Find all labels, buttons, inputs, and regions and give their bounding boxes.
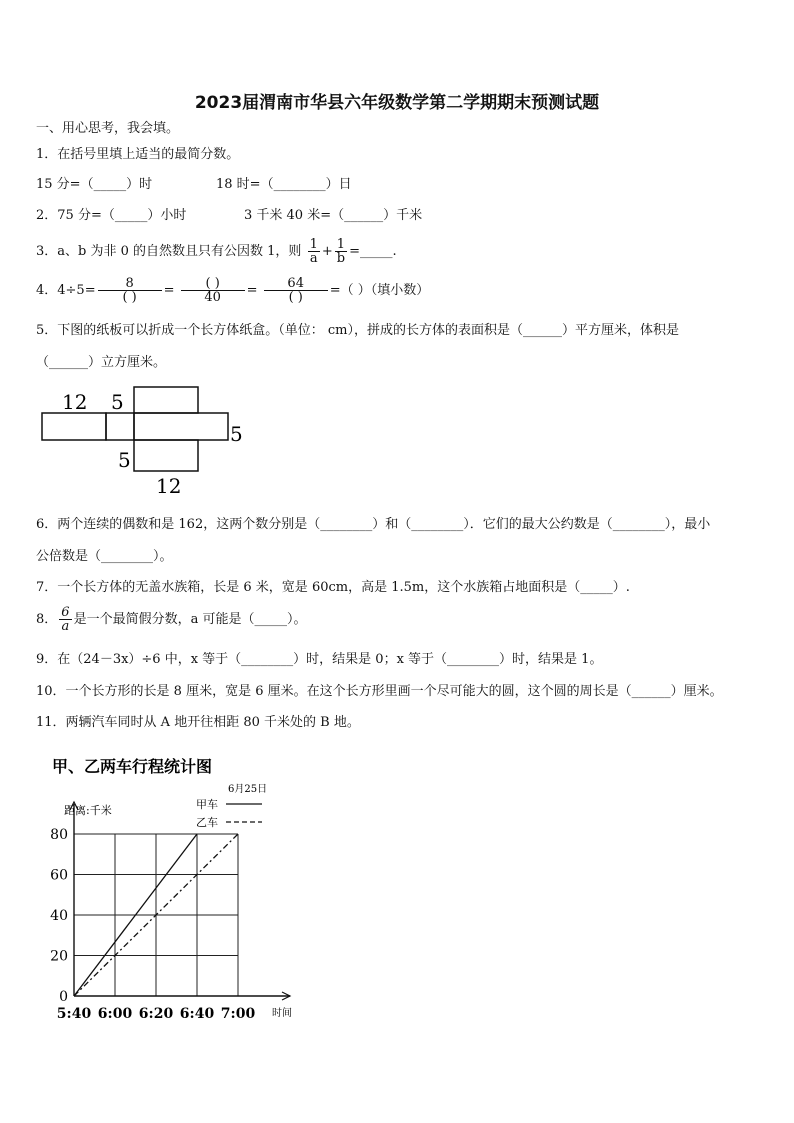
fraction-64: $\frac{64}{( )}$ [264,277,328,304]
fraction-1-over-b: $\frac{1}{b}$ [336,237,346,266]
legend-label-2: 乙车 [196,816,218,829]
chart-date: 6月25日 [228,784,268,795]
net-label-top-12: 12 [62,390,88,414]
question-8: 8． $\frac{6}{a}$ 是一个最简假分数，a 可能是（_____）。 [36,605,307,634]
x-tick-label: 6:20 [138,1006,174,1022]
legend-label-1: 甲车 [196,798,218,811]
question-4: 4．4÷5= $\frac{8}{( )}$ = $\frac{( )}{40}$ = $\frac{64}{( )}$ =（ ）（填小数） [36,276,430,305]
fraction-40: $\frac{( )}{40}$ [181,277,245,304]
chart-title: 甲、乙两车行程统计图 [52,757,213,776]
question-7: 7．一个长方体的无盖水族箱，长是 6 米，宽是 60cm，高是 1.5m，这个水族箱占地面积是（_____）. [36,580,630,595]
question-10: 10．一个长方形的长是 8 厘米，宽是 6 厘米。在这个长方形里画一个尽可能大的圆，这个圆的周长是（______）厘米。 [36,684,723,699]
question-1-b: 18 时=（________）日 [216,177,352,192]
y-axis-label: 距离:千米 [64,804,112,817]
x-tick-label: 7:00 [220,1006,256,1022]
net-label-bottom-12: 12 [156,474,182,498]
x-tick-label: 6:00 [97,1006,133,1022]
travel-chart [30,748,330,1028]
fraction-6-over-a: $\frac{6}{a}$ [61,605,70,634]
y-tick-label: 0 [59,989,68,1005]
question-1-stem: 1．在括号里填上适当的最简分数。 [36,147,240,162]
net-face-top [134,387,198,413]
y-tick-label: 40 [50,908,68,924]
question-11: 11．两辆汽车同时从 A 地开往相距 80 千米处的 B 地。 [36,715,360,730]
y-tick-label: 80 [50,827,68,843]
question-9: 9．在（24－3x）÷6 中，x 等于（________）时，结果是 0；x 等于（________）时，结果是 1。 [36,652,603,667]
y-tick-label: 20 [50,948,68,965]
question-5-line-1: 5．下图的纸板可以折成一个长方体纸盒。（单位： cm），拼成的长方体的表面积是（______）平方厘米，体积是 [36,323,680,338]
net-face-left [42,413,106,440]
question-6-line-1: 6．两个连续的偶数和是 162，这两个数分别是（________）和（________）．它们的最大公约数是（________），最小 [36,517,711,532]
net-label-top-5: 5 [111,390,124,414]
x-axis-label: 时间 [272,1008,292,1019]
fraction-1-over-a: $\frac{1}{a}$ [309,237,318,266]
net-face-mid [106,413,134,440]
question-6-line-2: 公倍数是（________）。 [36,549,173,564]
question-2-b: 3 千米 40 米=（______）千米 [244,208,423,223]
fraction-8: $\frac{8}{( )}$ [98,277,162,304]
x-tick-label: 6:40 [179,1006,215,1022]
box-net-figure [36,384,256,499]
section-heading: 一、用心思考，我会填。 [36,121,180,136]
question-3: 3．a、b 为非 0 的自然数且只有公因数 1，则 $\frac{1}{a}$ + $\frac{1}{b}$ =_____. [36,237,397,266]
question-1-a: 15 分=（_____）时 [36,177,153,192]
question-2-a: 2．75 分=（_____）小时 [36,208,187,223]
net-face-bottom [134,440,198,471]
net-label-bottom-5: 5 [118,448,131,472]
page-title: 2023届渭南市华县六年级数学第二学期期末预测试题 [194,93,600,113]
y-tick-label: 60 [50,867,68,884]
x-tick-label: 5:40 [56,1006,92,1022]
net-face-main [134,413,228,440]
question-5-line-2: （______）立方厘米。 [36,355,167,370]
net-label-right-5: 5 [230,422,243,446]
